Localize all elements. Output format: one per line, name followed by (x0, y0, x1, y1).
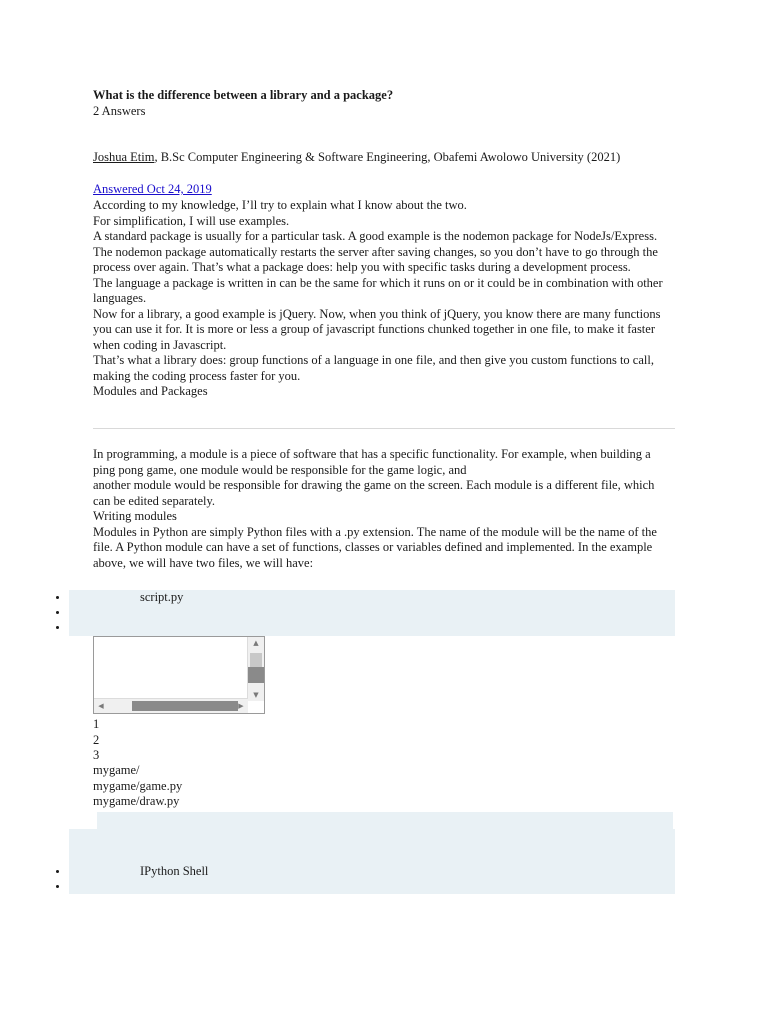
answered-date-link[interactable]: Answered Oct 24, 2019 (93, 182, 212, 196)
answer-paragraph: For simplification, I will use examples. (93, 213, 290, 228)
line-number: 2 (93, 732, 100, 747)
code-tab-item[interactable] (69, 620, 675, 635)
question-title: What is the difference between a library and a package? (93, 88, 394, 102)
code-lines (93, 763, 182, 810)
code-line: mygame/draw.py (93, 794, 180, 808)
answer-paragraph: According to my knowledge, I’ll try to explain what I know about the two. (93, 198, 467, 212)
writing-modules-heading: Writing modules (93, 509, 177, 523)
line-numbers (93, 717, 99, 764)
code-line: mygame/ (93, 763, 140, 777)
author-line (93, 150, 673, 166)
horizontal-scrollbar[interactable] (94, 698, 248, 713)
code-line: mygame/game.py (93, 778, 183, 793)
scroll-thumb-active[interactable] (248, 667, 264, 683)
answer-paragraph: That’s what a library does: group functions of a language in one file, and then give you custom functions to call, making the coding process faster for you. (93, 353, 654, 383)
scroll-down-icon[interactable]: ▼ (253, 691, 259, 699)
answer-paragraph: The language a package is written in can be the same for which it runs on or it could be in combination with other languages. (93, 275, 663, 305)
line-number: 1 (93, 717, 100, 731)
line-number: 3 (93, 748, 100, 762)
code-editor-box[interactable] (93, 636, 265, 714)
author-name-link[interactable]: Joshua Etim (93, 150, 155, 164)
answer-paragraph: A standard package is usually for a particular task. A good example is the nodemon package for NodeJs/Express. (93, 229, 658, 243)
answer-body (93, 198, 673, 400)
scroll-up-icon[interactable]: ▲ (253, 639, 259, 647)
code-tab-item[interactable] (69, 605, 675, 620)
shell-tab-item[interactable] (69, 879, 675, 894)
author-credentials: , B.Sc Computer Engineering & Software Engineering, Obafemi Awolowo University (2021) (154, 150, 621, 164)
answer-paragraph: The nodemon package automatically restarts the server after saving changes, so you don’t have to go through the process over again. That’s what a package does: help you with specific tasks during a development process. (93, 244, 658, 274)
section-heading-modules-packages: Modules and Packages (93, 384, 208, 398)
vertical-scrollbar[interactable] (247, 637, 264, 701)
file-tab-script-py[interactable]: script.py (140, 590, 184, 604)
scroll-thumb[interactable] (132, 701, 238, 711)
modules-paragraph: In programming, a module is a piece of software that has a specific functionality. For example, when building a ping pong game, one module would be responsible for the game logic, and (93, 447, 651, 477)
tab-ipython-shell[interactable]: IPython Shell (140, 864, 209, 878)
modules-section (93, 447, 673, 571)
divider (93, 428, 675, 429)
answer-paragraph: Now for a library, a good example is jQuery. Now, when you think of jQuery, you know there are many functions you can use it for. It is more or less a group of javascript functions chunked together in one file, to make it faster when coding in Javascript. (93, 306, 661, 352)
scroll-left-icon[interactable]: ◀ (98, 702, 104, 710)
modules-paragraph: Modules in Python are simply Python files with a .py extension. The name of the module will be the name of the file. A Python module can have a set of functions, classes or variables defined and implemented. In the example above, we will have two files, we will have: (93, 524, 657, 570)
modules-paragraph: another module would be responsible for drawing the game on the screen. Each module is a different file, which can be edited separately. (93, 478, 655, 508)
answers-count: 2 Answers (93, 104, 146, 118)
scroll-right-icon[interactable]: ▶ (238, 702, 244, 710)
